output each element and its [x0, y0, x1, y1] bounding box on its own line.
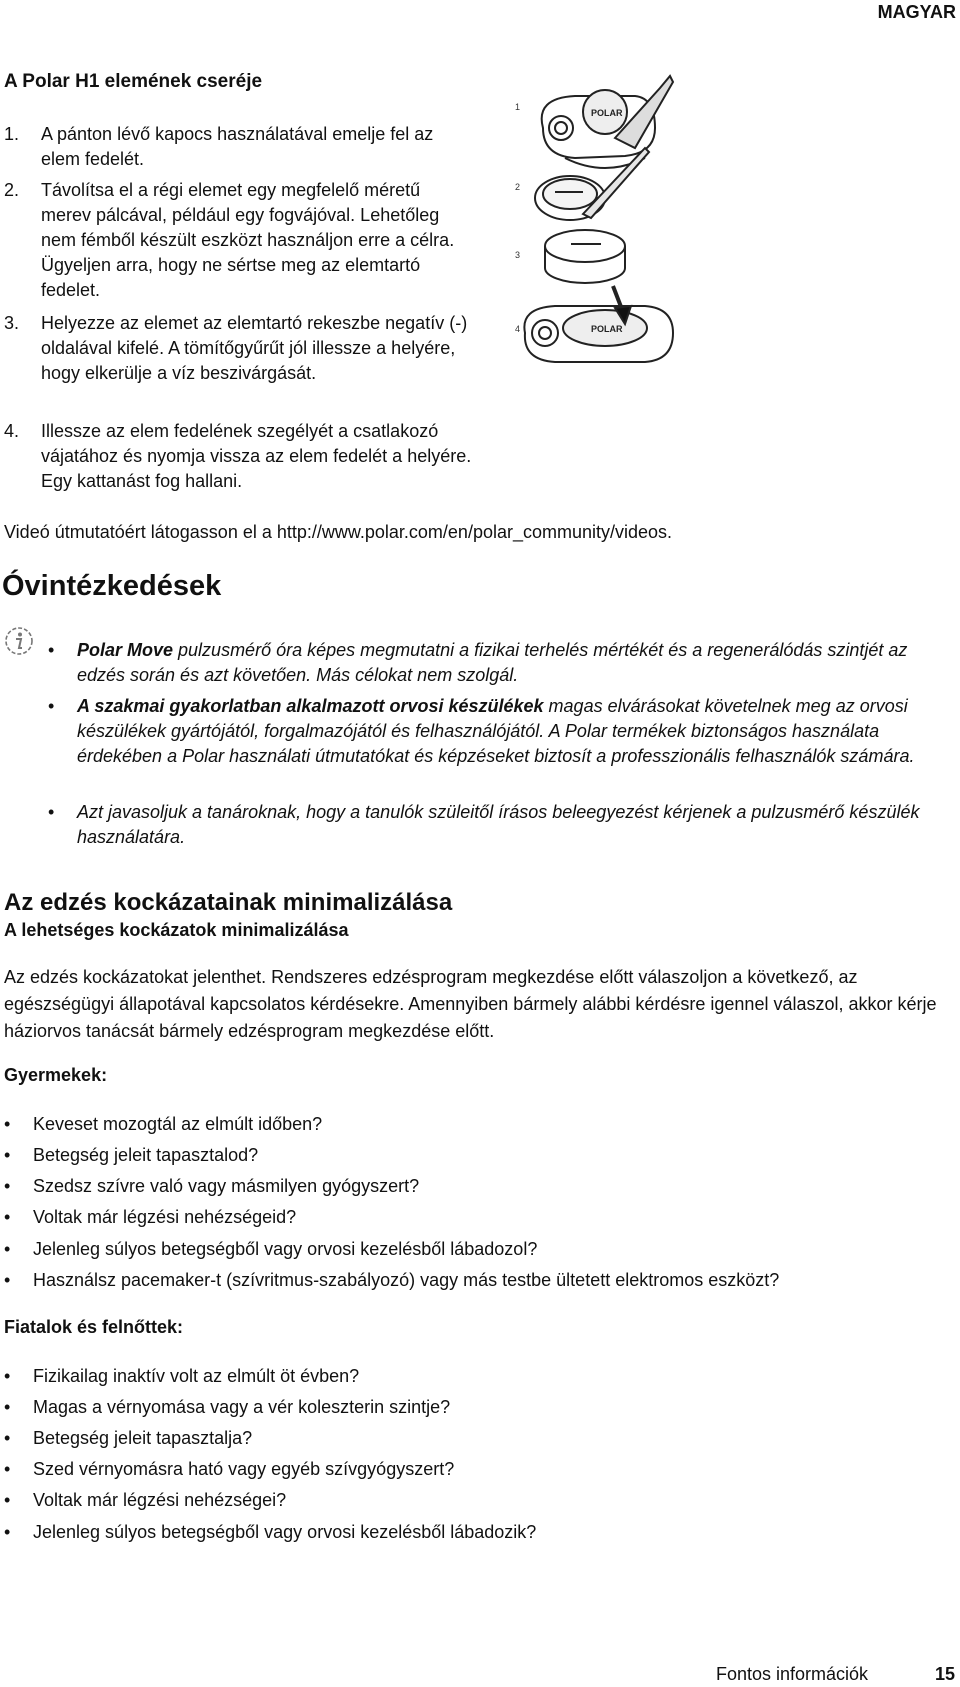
precaution-bold: A szakmai gyakorlatban alkalmazott orvosi készülékek [77, 696, 544, 716]
list-item-text: Használsz pacemaker-t (szívritmus-szabályozó) vagy más testbe ültetett elektromos eszközt? [33, 1270, 780, 1290]
bullet: • [48, 640, 55, 660]
precaution-item [48, 800, 948, 850]
figure-step4 [524, 286, 673, 362]
precaution-text: magas elvárásokat követelnek meg az orvosi készülékek gyártójától, forgalmazójától és felhasználójától. A Polar termékek biztonságos használata érdekében a Polar használati útmutatókat és képzéseket biztosít a professzionális felhasználók számára. [77, 696, 915, 766]
list-item-text: Fizikailag inaktív volt az elmúlt öt évben? [33, 1366, 360, 1386]
section-title-battery: A Polar H1 elemének cseréje [4, 71, 263, 92]
video-guide-text: Videó útmutatóért látogasson el a http://www.polar.com/en/polar_community/videos. [4, 522, 673, 542]
bullet: • [4, 1176, 11, 1196]
bullet: • [4, 1270, 11, 1290]
figure-label: 1 [515, 102, 521, 112]
figure-label: 2 [515, 182, 521, 192]
list-item-text: Voltak már légzési nehézségei? [33, 1490, 287, 1510]
figure-step3 [545, 230, 625, 283]
precaution-item [48, 694, 948, 769]
bullet: • [4, 1522, 11, 1542]
info-icon [4, 626, 34, 656]
bullet: • [48, 696, 55, 716]
risk-intro-paragraph: Az edzés kockázatokat jelenthet. Rendszeres edzésprogram megkezdése előtt válaszoljon a következő, az egészségügyi állapotával kapcsolatos kérdésekre. Amennyiben bármely alábbi kérdésre igennel válaszol, akkor kérje háziorvos tanácsát bármely edzésprogram megkezdése előtt. [4, 967, 937, 1041]
figure-step1 [542, 76, 673, 168]
precaution-text: Azt javasoljuk a tanároknak, hogy a tanulók szüleitől írásos beleegyezést kérjenek a pulzusmérő készülék használatára. [77, 802, 920, 847]
language-label: MAGYAR [877, 2, 956, 22]
step-text: A pánton lévő kapocs használatával emelje fel az elem fedelét. [41, 124, 434, 169]
bullet: • [4, 1490, 11, 1510]
footer-section-label: Fontos információk [716, 1664, 869, 1684]
bullet: • [4, 1114, 11, 1134]
list-item-text: Magas a vérnyomása vagy a vér koleszterin szintje? [33, 1397, 451, 1417]
battery-replacement-figure [505, 68, 675, 408]
step-text: Helyezze az elemet az elemtartó rekeszbe negatív (-) oldalával kifelé. A tömítőgyűrűt jól illessze a helyére, hogy elkerülje a víz beszivárgását. [41, 313, 468, 383]
bullet: • [4, 1239, 11, 1259]
step-number: 3. [4, 313, 20, 333]
precaution-text: pulzusmérő óra képes megmutatni a fizikai terhelés mértékét és a regenerálódás szintjét az edzés során és azt követően. Más célokat nem szolgál. [77, 640, 908, 685]
bullet: • [4, 1397, 11, 1417]
section-subtitle-risk: A lehetséges kockázatok minimalizálása [4, 920, 349, 940]
figure-label: 4 [515, 324, 521, 334]
adults-heading: Fiatalok és felnőttek: [4, 1317, 184, 1337]
bullet: • [48, 802, 55, 822]
list-item-text: Jelenleg súlyos betegségből vagy orvosi kezelésből lábadozol? [33, 1239, 538, 1259]
page-number: 15 [935, 1664, 956, 1684]
bullet: • [4, 1366, 11, 1386]
list-item-text: Betegség jeleit tapasztalod? [33, 1145, 259, 1165]
step-text: Távolítsa el a régi elemet egy megfelelő méretű merev pálcával, például egy fogvájóval. Lehetőleg nem fémből készült eszközt használjon erre a célra. Ügyeljen arra, hogy ne sértse meg az elemtartó fedelet. [41, 180, 455, 300]
children-heading: Gyermekek: [4, 1065, 108, 1085]
section-title-risk: Az edzés kockázatainak minimalizálása [4, 889, 453, 916]
figure-brand: POLAR [591, 108, 623, 118]
step-text: Illessze az elem fedelének szegélyét a csatlakozó vájatához és nyomja vissza az elem fedelét a helyére. Egy kattanást fog hallani. [41, 421, 472, 491]
list-item [4, 1459, 454, 1480]
list-item [4, 1366, 359, 1387]
bullet: • [4, 1207, 11, 1227]
list-item [4, 1490, 286, 1511]
step-item [4, 122, 474, 172]
precaution-bold: Polar Move [77, 640, 174, 660]
list-item-text: Szed vérnyomásra ható vagy egyéb szívgyógyszert? [33, 1459, 455, 1479]
bullet: • [4, 1145, 11, 1165]
list-item-text: Jelenleg súlyos betegségből vagy orvosi kezelésből lábadozik? [33, 1522, 537, 1542]
section-title-precautions: Óvintézkedések [2, 570, 222, 602]
list-item [4, 1522, 536, 1543]
step-item [4, 178, 474, 303]
bullet: • [4, 1459, 11, 1479]
step-number: 2. [4, 180, 20, 200]
list-item [4, 1397, 450, 1418]
list-item [4, 1270, 779, 1291]
list-item [4, 1428, 252, 1449]
list-item-text: Voltak már légzési nehézségeid? [33, 1207, 297, 1227]
figure-step2 [535, 148, 649, 220]
list-item [4, 1176, 419, 1197]
list-item-text: Szedsz szívre való vagy másmilyen gyógyszert? [33, 1176, 420, 1196]
list-item-text: Betegség jeleit tapasztalja? [33, 1428, 253, 1448]
precaution-item [48, 638, 948, 688]
list-item-text: Keveset mozogtál az elmúlt időben? [33, 1114, 323, 1134]
step-number: 4. [4, 421, 20, 441]
list-item [4, 1239, 537, 1260]
list-item [4, 1207, 296, 1228]
figure-label: 3 [515, 250, 521, 260]
list-item [4, 1114, 322, 1135]
step-item [4, 419, 474, 494]
figure-brand: POLAR [591, 324, 623, 334]
bullet: • [4, 1428, 11, 1448]
step-number: 1. [4, 124, 20, 144]
list-item [4, 1145, 258, 1166]
step-item [4, 311, 474, 386]
